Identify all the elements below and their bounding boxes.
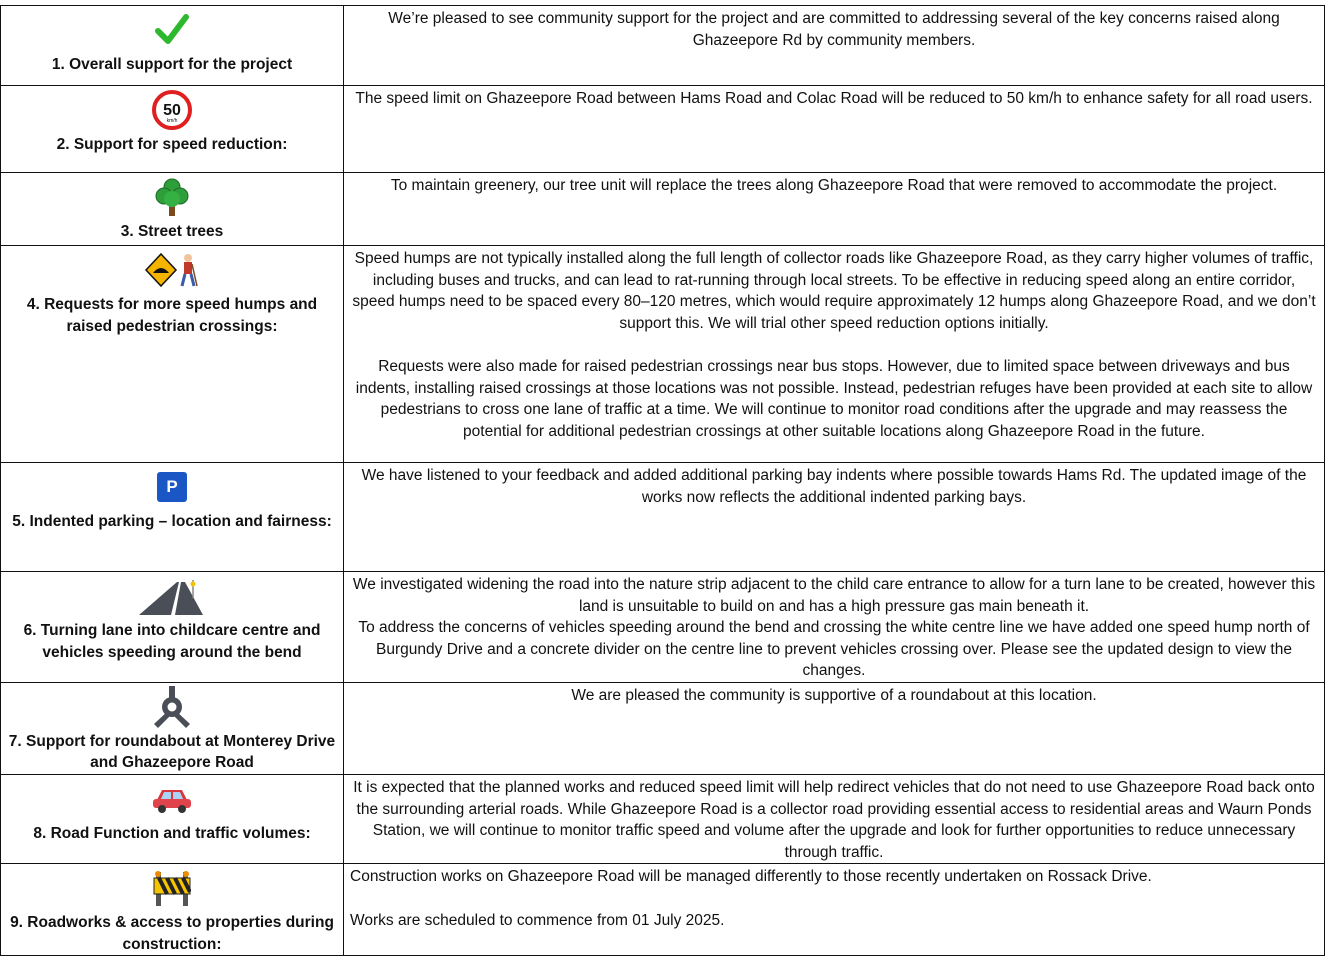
table-row	[1, 463, 1325, 572]
speed-limit-50-icon	[152, 88, 192, 132]
response-text: To maintain greenery, our tree unit will replace the trees along Ghazeepore Road that were removed to accommodate the project.	[390, 177, 1278, 194]
response-cell	[344, 246, 1325, 463]
svg-text:km/h: km/h	[166, 118, 178, 124]
response-cell	[344, 572, 1325, 683]
table-row	[1, 864, 1325, 956]
response-text: Works are scheduled to commence from 01 July 2025.	[350, 911, 725, 929]
table-row	[1, 173, 1325, 246]
topic-label: 7. Support for roundabout at Monterey Drive and Ghazeepore Road	[8, 732, 336, 772]
topic-cell	[1, 86, 344, 173]
topic-cell	[1, 864, 344, 956]
topic-label: 3. Street trees	[120, 223, 224, 240]
response-cell	[344, 864, 1325, 956]
table-row	[1, 774, 1325, 863]
topic-cell	[1, 246, 344, 463]
topic-label: 4. Requests for more speed humps and raised pedestrian crossings:	[26, 296, 318, 335]
response-cell	[344, 173, 1325, 246]
response-text: Requests were also made for raised pedestrian crossings near bus stops. However, due to limited space between driveways and bus indents, installing raised crossings at those locations was not possible. Instead, pedestrian refuges have been provided at each site to allow pedestrians to cross one lane of traffic at a time. We will continue to monitor road conditions after the upgrade and may reassess the potential for additional pedestrian crossings at other suitable locations along Ghazeepore Road in the future.	[355, 357, 1313, 440]
topic-label: 6. Turning lane into childcare centre and vehicles speeding around the bend	[23, 622, 321, 661]
table-row	[1, 86, 1325, 173]
response-text: The speed limit on Ghazeepore Road between Hams Road and Colac Road will be reduced to 50 km/h to enhance safety for all road users.	[355, 90, 1313, 107]
car-icon	[151, 777, 193, 821]
table-row	[1, 246, 1325, 463]
topic-cell	[1, 463, 344, 572]
response-text: To address the concerns of vehicles speeding around the bend and crossing the white centre line we have added one speed hump north of Burgundy Drive and a concrete divider on the centre line to prevent vehicles crossing over. Please see the updated design to view the changes.	[358, 619, 1310, 680]
svg-text:50: 50	[163, 102, 181, 119]
response-text: We investigated widening the road into the nature strip adjacent to the child care entrance to allow for a turn lane to be created, however this land is unsuitable to build on and has a high pressure gas main beneath it.	[352, 576, 1316, 615]
topic-cell	[1, 173, 344, 246]
topic-cell	[1, 682, 344, 774]
topic-label: 8. Road Function and traffic volumes:	[33, 824, 311, 842]
parking-icon: P	[157, 465, 187, 509]
roundabout-icon	[150, 685, 194, 729]
response-cell	[344, 463, 1325, 572]
response-cell	[344, 774, 1325, 863]
response-cell	[344, 6, 1325, 86]
speed-hump-pedestrian-icon	[144, 248, 200, 292]
response-cell	[344, 682, 1325, 774]
response-text: We are pleased the community is supportive of a roundabout at this location.	[571, 686, 1097, 704]
tree-icon	[154, 175, 190, 219]
feedback-table	[0, 5, 1325, 956]
topic-label: 5. Indented parking – location and fairness:	[12, 513, 332, 530]
response-text: Construction works on Ghazeepore Road will be managed differently to those recently undertaken on Rossack Drive.	[350, 868, 1152, 886]
road-icon	[137, 574, 207, 618]
response-text: We’re pleased to see community support for the project and are committed to addressing several of the key concerns raised along Ghazeepore Rd by community members.	[388, 10, 1280, 49]
topic-label: 2. Support for speed reduction:	[56, 136, 288, 153]
table-row	[1, 682, 1325, 774]
topic-label: 9. Roadworks & access to properties during construction:	[10, 914, 334, 953]
construction-barrier-icon	[153, 866, 191, 910]
response-text: Speed humps are not typically installed along the full length of collector roads like Ghazeepore Road, as they carry higher volumes of traffic, including buses and trucks, and can lead to rat-running through local streets. To be effective in reducing speed along an entire corridor, speed humps need to be spaced every 80–120 metres, which would require approximately 12 humps along Ghazeepore Road, and we don’t support this. We will trial other speed reduction options initially.	[352, 250, 1316, 332]
table-row	[1, 6, 1325, 86]
response-text: It is expected that the planned works and reduced speed limit will help redirect vehicles that do not need to use Ghazeepore Road back onto the surrounding arterial roads. While Ghazeepore Road is a collector road providing essential access to residential areas and Waurn Ponds Station, we will continue to monitor traffic speed and volume after the upgrade and look for further opportunities to reduce unnecessary through traffic.	[353, 778, 1315, 861]
response-text: We have listened to your feedback and added additional parking bay indents where possible towards Hams Rd. The updated image of the works now reflects the additional indented parking bays.	[361, 467, 1307, 506]
topic-cell	[1, 6, 344, 86]
topic-label: 1. Overall support for the project	[51, 56, 293, 73]
topic-cell	[1, 774, 344, 863]
table-row	[1, 572, 1325, 683]
topic-cell	[1, 572, 344, 683]
response-cell	[344, 86, 1325, 173]
checkmark-icon	[155, 8, 189, 52]
